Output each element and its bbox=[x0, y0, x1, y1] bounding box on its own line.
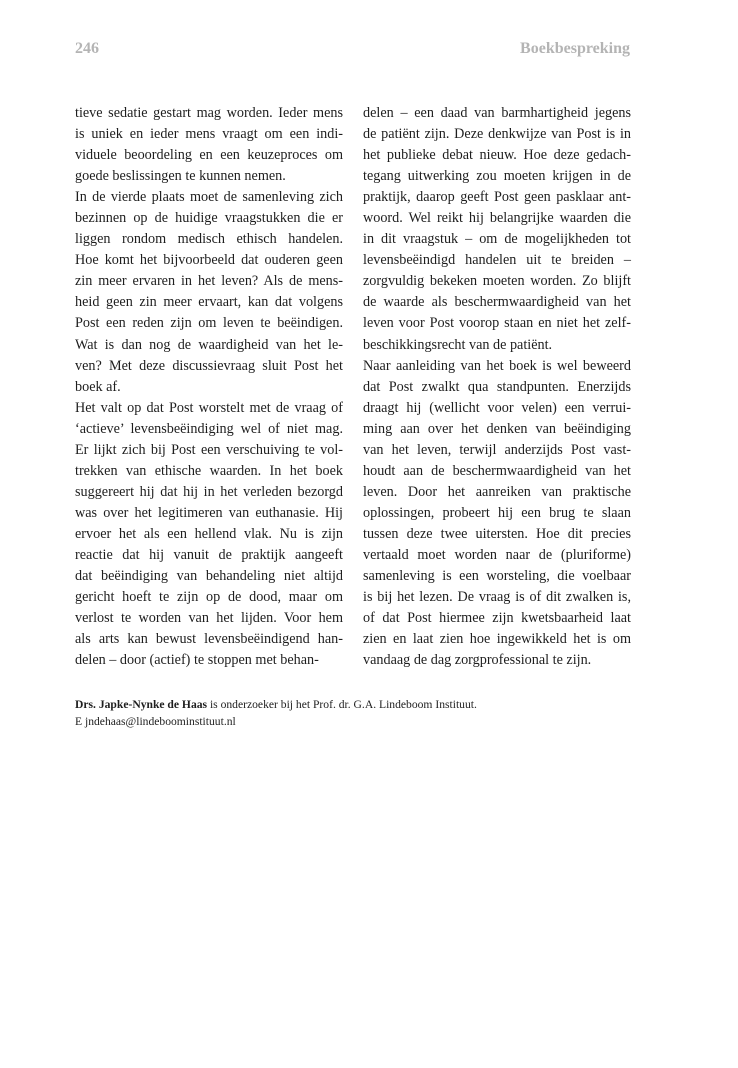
author-note bbox=[75, 696, 635, 730]
text-line: van het leven, terwijl anderzijds Post vast- bbox=[363, 441, 631, 458]
left-column bbox=[75, 103, 343, 671]
text-line: leven voor Post voorop staan en niet het zelf- bbox=[363, 315, 631, 332]
text-line: In de vierde plaats moet de samenleving zich bbox=[75, 189, 343, 206]
text-line: woord. Wel reikt hij belangrijke waarden die bbox=[363, 210, 631, 227]
text-line: de patiënt zijn. Deze denkwijze van Post is in bbox=[363, 126, 631, 143]
text-line: dat Post zwalkt qua standpunten. Enerzijds bbox=[363, 378, 631, 395]
text-line: leven. Door het aanreiken van praktische bbox=[363, 483, 631, 500]
text-line: was over het legitimeren van euthanasie. Hij bbox=[75, 504, 343, 521]
text-line: Hoe komt het bijvoorbeeld dat ouderen geen bbox=[75, 252, 343, 269]
right-column bbox=[363, 103, 631, 671]
text-line: tussen deze twee uitersten. Hoe dit precies bbox=[363, 525, 631, 542]
page-number: 246 bbox=[75, 40, 99, 57]
running-header bbox=[75, 40, 630, 62]
text-line: zien en laat zien hoe ingewikkeld het is om bbox=[363, 631, 631, 648]
text-line: oplossingen, probeert hij een brug te slaan bbox=[363, 504, 631, 521]
text-line: zin meer ervaren in het leven? Als de mens- bbox=[75, 273, 343, 290]
text-line: Post een reden zijn om leven te beëindigen. bbox=[75, 315, 343, 332]
text-line: de waarde als beschermwaardigheid van het bbox=[363, 294, 631, 311]
text-line: ervoer het als een hellend vlak. Nu is zijn bbox=[75, 525, 343, 542]
text-line: dat beëindiging van behandeling niet altijd bbox=[75, 568, 343, 585]
text-line: bezinnen op de huidige vraagstukken die er bbox=[75, 210, 343, 227]
text-line: heid geen zin meer ervaart, kan dat volgens bbox=[75, 294, 343, 311]
text-line: Wat is dan nog de waardigheid van het le- bbox=[75, 336, 343, 353]
text-line: suggereert hij dat hij in het verleden bezorgd bbox=[75, 483, 343, 500]
section-title: Boekbespreking bbox=[520, 40, 630, 57]
text-line: trekken van ethische waarden. In het boek bbox=[75, 462, 343, 479]
author-line bbox=[75, 696, 635, 713]
text-line: houdt aan de beschermwaardigheid van het bbox=[363, 462, 631, 479]
text-line: viduele beoordeling en een keuzeproces om bbox=[75, 147, 343, 164]
text-line: als arts kan bewust levensbeëindigend han- bbox=[75, 631, 343, 648]
text-line: het publieke debat nieuw. Hoe deze gedach- bbox=[363, 147, 631, 164]
text-line: in dit vraagstuk – om de mogelijkheden tot bbox=[363, 231, 631, 248]
text-line: boek af. bbox=[75, 378, 121, 395]
text-line: praktijk, daarop geeft Post geen pasklaar ant- bbox=[363, 189, 631, 206]
text-line: Het valt op dat Post worstelt met de vraag of bbox=[75, 399, 343, 416]
text-line: ‘actieve’ levensbeëindiging wel of niet mag. bbox=[75, 420, 343, 437]
author-name: Drs. Japke-Nynke de Haas bbox=[75, 698, 208, 711]
text-line: levensbeëindigd handelen uit te breiden – bbox=[363, 252, 631, 269]
text-line: reactie dat hij vanuit de praktijk aangeeft bbox=[75, 546, 343, 563]
text-line: verlost te worden van het lijden. Voor hem bbox=[75, 610, 343, 627]
text-line: draagt hij (wellicht voor velen) een verrui- bbox=[363, 399, 631, 416]
text-line: is bij het lezen. De vraag is of dit zwalken is, bbox=[363, 589, 631, 606]
text-line: delen – door (actief) te stoppen met behan- bbox=[75, 652, 319, 669]
text-line: zorgvuldig bekeken moeten worden. Zo blijft bbox=[363, 273, 631, 290]
author-affiliation: is onderzoeker bij het Prof. dr. G.A. Lindeboom Instituut. bbox=[207, 698, 477, 711]
text-line: vandaag de dag zorgprofessional te zijn. bbox=[363, 652, 592, 669]
text-line: samenleving is een worsteling, die voelbaar bbox=[363, 568, 631, 585]
text-line: ming aan over het denken van beëindiging bbox=[363, 420, 631, 437]
author-email[interactable]: E jndehaas@lindeboominstituut.nl bbox=[75, 715, 236, 728]
paragraph bbox=[75, 103, 343, 187]
paragraph bbox=[75, 398, 343, 672]
paragraph bbox=[75, 187, 343, 397]
text-line: tegang uitwerking zou moeten krijgen in de bbox=[363, 168, 631, 185]
text-line: delen – een daad van barmhartigheid jegens bbox=[363, 105, 631, 121]
text-line: Er lijkt zich bij Post een verschuiving te vol- bbox=[75, 441, 343, 458]
text-line: goede beslissingen te kunnen nemen. bbox=[75, 168, 286, 185]
text-line: vertaald moet worden naar de (pluriforme) bbox=[363, 546, 631, 563]
text-line: ven? Met deze discussievraag sluit Post het bbox=[75, 357, 343, 374]
text-line: liggen rondom medisch ethisch handelen. bbox=[75, 231, 343, 248]
text-line: beschikkingsrecht van de patiënt. bbox=[363, 336, 553, 353]
text-line: gericht hoeft te zijn op de dood, maar om bbox=[75, 589, 343, 606]
text-line: Naar aanleiding van het boek is wel beweerd bbox=[363, 357, 631, 374]
text-line: tieve sedatie gestart mag worden. Ieder mens bbox=[75, 105, 343, 121]
text-line: of dat Post hiermee zijn kwetsbaarheid laat bbox=[363, 610, 631, 627]
paragraph bbox=[363, 103, 631, 356]
paragraph bbox=[363, 356, 631, 672]
text-line: is uniek en ieder mens vraagt om een indi- bbox=[75, 126, 343, 143]
